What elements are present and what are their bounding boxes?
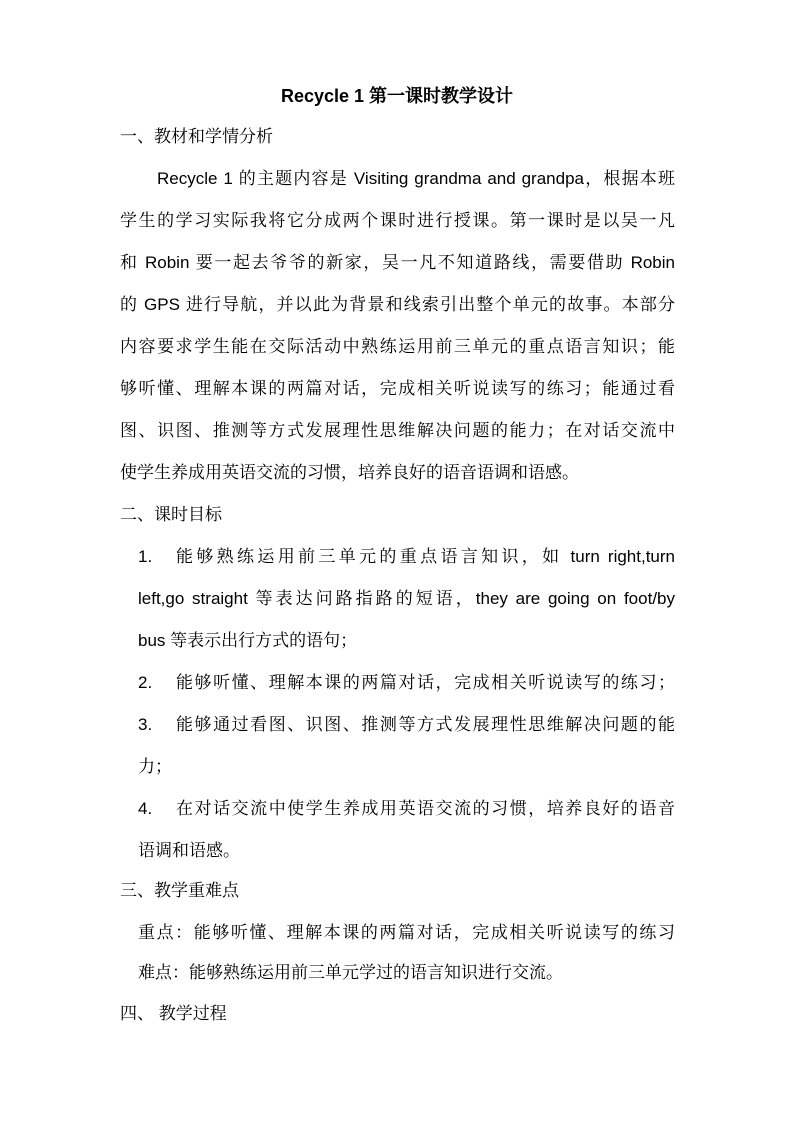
document-title: Recycle 1 第一课时教学设计 (280, 86, 514, 106)
section2-heading: 二、课时目标 (120, 505, 222, 524)
section3-heading: 三、教学重难点 (120, 881, 239, 900)
paragraph-line: Recycle 1 的主题内容是 Visiting grandma and grandpa，根据本班 (157, 169, 675, 188)
list-item-text: 在对话交流中使学生养成用英语交流的习惯，培养良好的语音 (176, 799, 675, 818)
section1-heading: 一、教材和学情分析 (120, 127, 273, 146)
paragraph-line: 的 GPS 进行导航，并以此为背景和线索引出整个单元的故事。本部分 (120, 295, 675, 314)
list-item-number: 3. (138, 715, 153, 734)
paragraph-line: 内容要求学生能在交际活动中熟练运用前三单元的重点语言知识；能 (120, 337, 675, 356)
paragraph-line: 学生的学习实际我将它分成两个课时进行授课。第一课时是以吴一凡 (120, 211, 675, 230)
key-point-line: 重点：能够听懂、理解本课的两篇对话，完成相关听说读写的练习 (138, 923, 675, 942)
paragraph-line: 够听懂、理解本课的两篇对话，完成相关听说读写的练习；能通过看 (120, 379, 675, 398)
paragraph-line: 和 Robin 要一起去爷爷的新家，吴一凡不知道路线，需要借助 Robin (120, 253, 675, 272)
section4-heading: 四、 教学过程 (120, 1004, 227, 1023)
paragraph-line: 使学生养成用英语交流的习惯，培养良好的语音语调和语感。 (120, 463, 579, 482)
paragraph-line: 图、识图、推测等方式发展理性思维解决问题的能力；在对话交流中 (120, 421, 675, 440)
list-item-continuation: 语调和语感。 (138, 841, 240, 860)
list-item-number: 2. (138, 673, 153, 692)
list-item-text: 能够通过看图、识图、推测等方式发展理性思维解决问题的能 (176, 715, 675, 734)
list-item-continuation: left,go straight 等表达问路指路的短语，they are going on foot/by (138, 589, 675, 608)
list-item-number: 4. (138, 799, 153, 818)
list-item-continuation: bus 等表示出行方式的语句； (138, 631, 358, 650)
list-item-continuation: 力； (138, 757, 172, 776)
list-item-text: 能够熟练运用前三单元的重点语言知识，如 turn right,turn (176, 547, 675, 566)
list-item-text: 能够听懂、理解本课的两篇对话，完成相关听说读写的练习； (176, 673, 675, 692)
difficult-point-line: 难点：能够熟练运用前三单元学过的语言知识进行交流。 (138, 963, 563, 982)
list-item-number: 1. (138, 547, 153, 566)
